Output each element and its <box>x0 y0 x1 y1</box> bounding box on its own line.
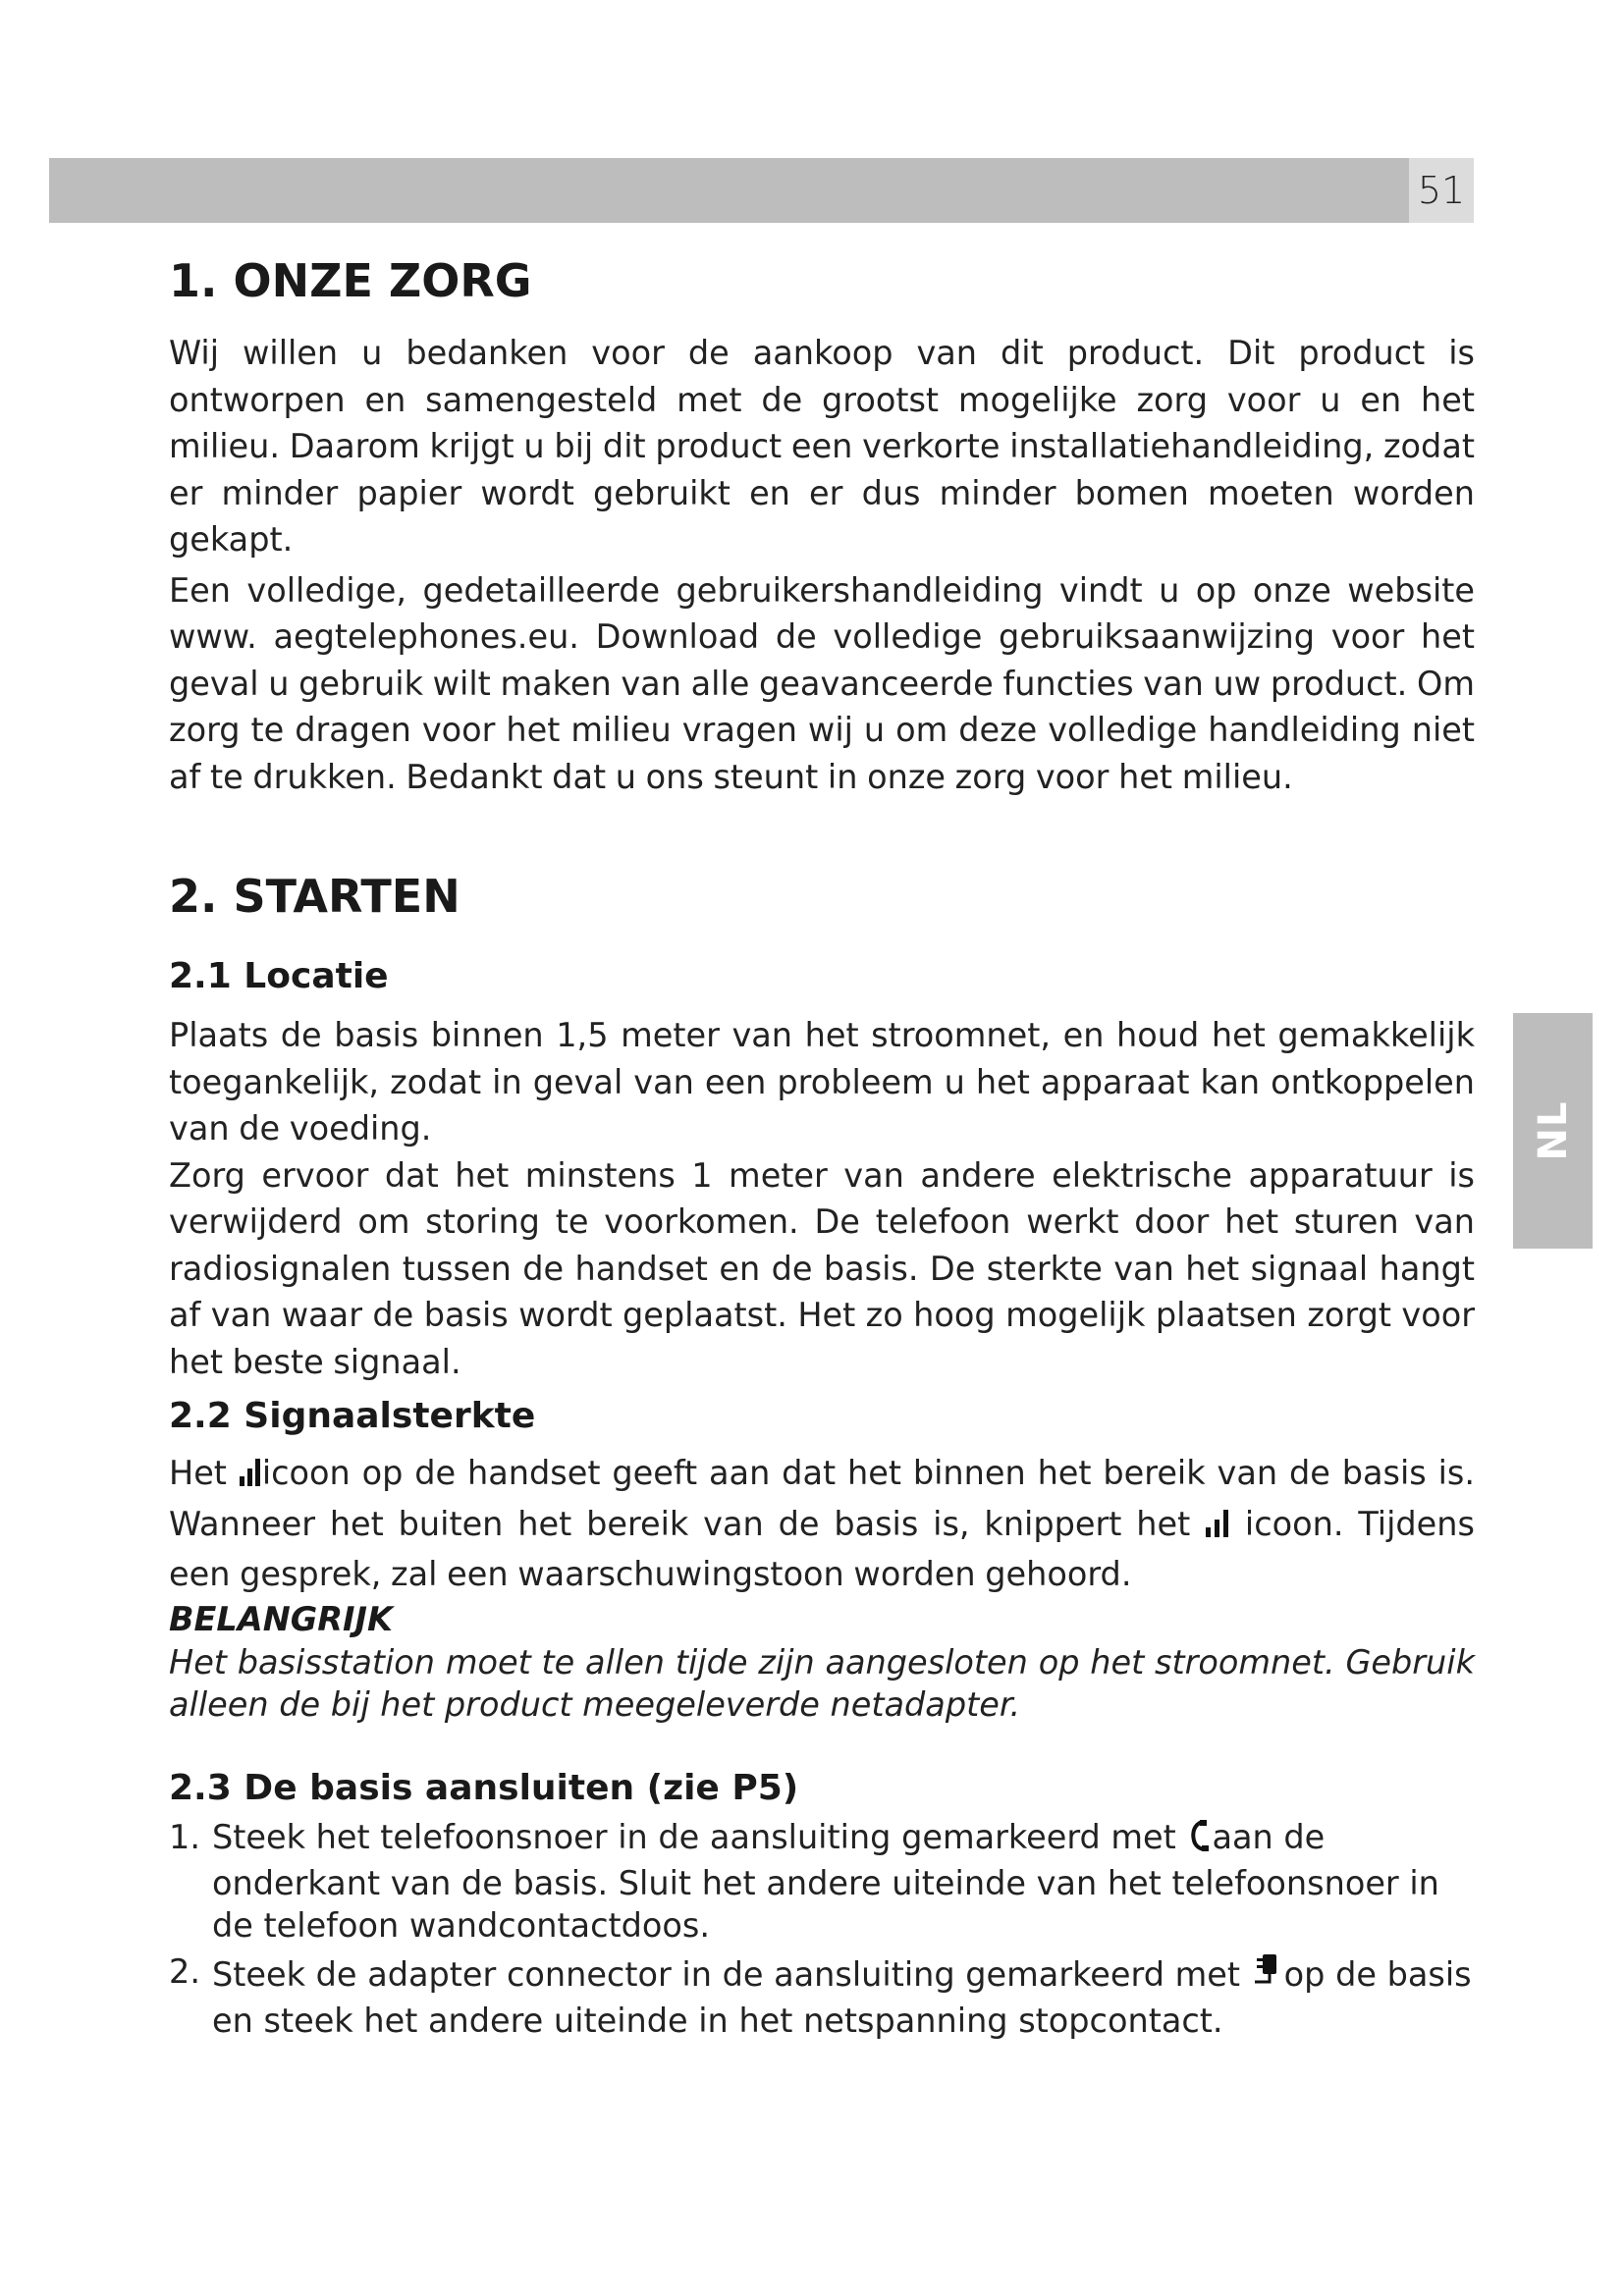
signal-text-1b: icoon op de handset geeft aan dat het binnen het bereik van de basis is. <box>261 1454 1475 1492</box>
subsection-2-3-title: 2.3 De basis aansluiten (zie P5) <box>169 1767 799 1808</box>
power-adapter-icon <box>1251 1950 1284 2000</box>
signal-text-1a: Het <box>169 1454 239 1492</box>
section-1-paragraph-2: Een volledige, gedetailleerde gebruikershandleiding vindt u op onze website www. aegtelephones.eu. Download de volledige gebruiksaanwijzing voor het geval u gebruik wilt maken van alle geavanceerde functies van uw product. Om zorg te dragen voor het milieu vragen wij u om deze volledige handleiding niet af te drukken. Bedankt dat u ons steunt in onze zorg voor het milieu. <box>169 570 1475 796</box>
important-label: BELANGRIJK <box>169 1599 393 1638</box>
subsection-2-1-paragraph-2: Zorg ervoor dat het minstens 1 meter van andere elektrische apparatuur is verwijderd om storing te voorkomen. De telefoon werkt door het sturen van radiosignalen tussen de handset en de basis. De sterkte van het signaal hangt af van waar de basis wordt geplaatst. Het zo hoog mogelijk plaatsen zorgt voor het beste signaal. <box>169 1155 1475 1381</box>
section-1-title: 1. ONZE ZORG <box>169 254 532 307</box>
list-item-number: 1. <box>169 1817 200 1856</box>
subsection-2-2-title: 2.2 Signaalsterkte <box>169 1396 536 1436</box>
connection-steps-list <box>169 1816 1475 2042</box>
step-1-text-a: Steek het telefoonsnoer in de aansluiting gemarkeerd met <box>212 1817 1187 1856</box>
section-2-title: 2. STARTEN <box>169 870 460 923</box>
important-text: Het basisstation moet te allen tijde zijn aangesloten op het stroomnet. Gebruik alleen de bij het product meegeleverde netadapter. <box>169 1642 1475 1724</box>
signal-strength-icon <box>1205 1505 1230 1552</box>
phone-jack-icon <box>1186 1819 1212 1862</box>
signal-text-2b: icoon. Tijdens een gesprek, zal een waarschuwingstoon worden gehoord. <box>169 1504 1475 1593</box>
page-number: 51 <box>1409 158 1474 223</box>
list-item <box>169 1950 1475 2042</box>
header-bar <box>49 158 1409 223</box>
step-2-text-a: Steek de adapter connector in de aansluiting gemarkeerd met <box>212 1954 1251 1994</box>
subsection-2-1-title: 2.1 Locatie <box>169 956 389 996</box>
list-item-number: 2. <box>169 1951 200 1991</box>
section-1-paragraph-1: Wij willen u bedanken voor de aankoop van dit product. Dit product is ontworpen en samengesteld met de grootst mogelijke zorg voor u en het milieu. Daarom krijgt u bij dit product een verkorte installatiehandleiding, zodat er minder papier wordt gebruikt en er dus minder bomen moeten worden gekapt. <box>169 334 1475 559</box>
language-tab <box>1513 1013 1593 1249</box>
step-1-text-b: aan de onderkant van de basis. Sluit het andere uiteinde van het telefoonsnoer in de telefoon wandcontactdoos. <box>212 1817 1439 1945</box>
page-content <box>169 245 1475 2042</box>
list-item <box>169 1816 1475 1947</box>
signal-strength-icon <box>239 1454 262 1501</box>
signal-paragraph <box>169 1450 1475 1598</box>
signal-text-2a: Wanneer het buiten het bereik van de basis is, knippert het <box>169 1504 1206 1543</box>
subsection-2-1-paragraph-1: Plaats de basis binnen 1,5 meter van het stroomnet, en houd het gemakkelijk toegankelijk, zodat in geval van een probleem u het apparaat kan ontkoppelen van de voeding. <box>169 1016 1475 1148</box>
language-tab-label: NL <box>1530 1100 1576 1161</box>
step-2-text-b: op de basis en steek het andere uiteinde in het netspanning stopcontact. <box>212 1954 1472 2040</box>
